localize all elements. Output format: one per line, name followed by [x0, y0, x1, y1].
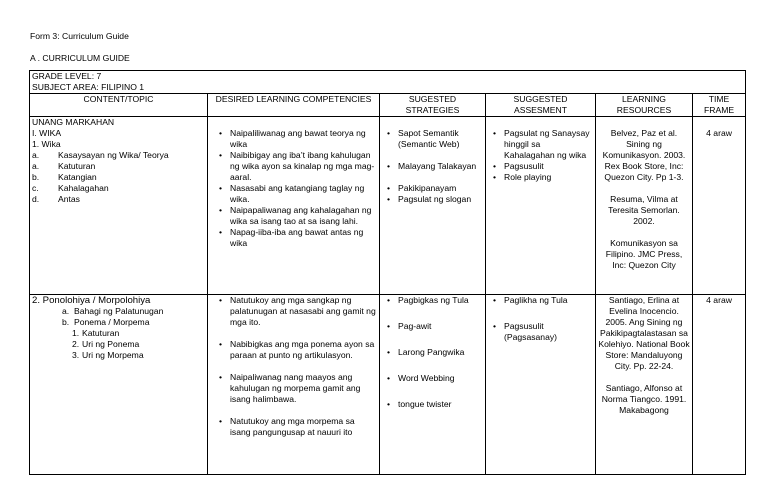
col-header-content: CONTENT/TOPIC — [30, 94, 208, 117]
competencies-cell — [208, 294, 380, 474]
assessment-cell — [486, 294, 596, 474]
content-heading: I. WIKA — [32, 128, 62, 138]
col-header-time: TIME FRAME — [693, 94, 746, 117]
time-cell: 4 araw — [693, 294, 746, 474]
list-item: • Pag-awit — [382, 321, 483, 332]
list-item: • Pakikipanayam — [382, 183, 483, 194]
list-item: 1. Katuturan — [72, 327, 120, 338]
strategies-cell — [380, 294, 486, 474]
list-item: • Word Webbing — [382, 373, 483, 384]
header-row — [30, 94, 746, 117]
list-item: • Naibibigay ang iba’t ibang kahulugan ng wika ayon sa kinalap ng mga mag-aaral. — [214, 150, 377, 183]
list-item: d. Antas — [32, 194, 80, 204]
list-item: • Naipapaliwanag ang kahalagahan ng wika sa isang tao at sa isang lahi. — [214, 205, 377, 227]
list-item: • Role playing — [488, 172, 593, 183]
table-row — [30, 128, 746, 294]
resources-cell — [596, 294, 693, 474]
resources-cell — [596, 128, 693, 294]
list-item: • Napag-iiba-iba ang bawat antas ng wika — [214, 227, 377, 249]
col-header-assessment: SUGGESTED ASSESMENT — [486, 94, 596, 117]
competencies-cell — [208, 128, 380, 294]
col-header-strategies: SUGESTED STRATEGIES — [380, 94, 486, 117]
list-item: b. Ponema / Morpema — [62, 316, 150, 327]
strategies-cell — [380, 128, 486, 294]
col-header-competencies: DESIRED LEARNING COMPETENCIES — [208, 94, 380, 117]
list-item: • Pagsusulit — [488, 161, 593, 172]
curriculum-table — [29, 70, 746, 475]
list-item: • Naipaliliwanag ang bawat teorya ng wika — [214, 128, 377, 150]
resource-entry: Santiago, Erlina at Evelina Inocencio. 2005. Ang Sining ng Pakikipagtalastasan sa Kolehiyo. National Book Store: Mandaluyong City. Pp. 22-24. — [598, 294, 690, 371]
meta-row — [30, 71, 746, 94]
resource-entry: Belvez, Paz et al. Sining ng Komunikasyon. 2003. Rex Book Store, Inc: Quezon City. Pp 1-3. — [602, 128, 686, 182]
list-item: • Larong Pangwika — [382, 347, 483, 358]
form-title: Form 3: Curriculum Guide — [30, 31, 129, 41]
list-item: • Pagsusulit (Pagsasanay) — [488, 321, 564, 343]
list-item: • Natutukoy ang mga morpema sa isang pangungusap at nauuri ito — [214, 416, 377, 438]
list-item: b. Katangian — [32, 172, 97, 182]
list-item: • Malayang Talakayan — [382, 161, 483, 172]
quarter-row — [30, 117, 746, 129]
list-item: a. Bahagi ng Palatunugan — [62, 305, 164, 316]
list-item: • Pagsulat ng slogan — [382, 194, 483, 205]
time-cell: 4 araw — [693, 128, 746, 294]
list-item: 2. Uri ng Ponema — [72, 338, 140, 349]
subject-area: SUBJECT AREA: FILIPINO 1 — [32, 82, 145, 92]
content-cell — [30, 294, 208, 474]
list-item: • Pagbigkas ng Tula — [382, 295, 483, 306]
col-header-resources: LEARNING RESOURCES — [596, 94, 693, 117]
assessment-cell — [486, 128, 596, 294]
quarter-label: UNANG MARKAHAN — [30, 117, 208, 129]
content-heading: 2. Ponolohiya / Morpolohiya — [32, 294, 151, 306]
list-item: 3. Uri ng Morpema — [72, 349, 144, 360]
grade-level: GRADE LEVEL: 7 — [32, 71, 102, 81]
content-cell — [30, 128, 208, 294]
list-item: • Sapot Semantik (Semantic Web) — [382, 128, 483, 150]
list-item: • Natutukoy ang mga sangkap ng palatunugan at nasasabi ang gamit ng mga ito. — [214, 295, 377, 328]
list-item: • Naipaliwanag nang maayos ang kahulugan ng morpema gamit ang isang halimbawa. — [214, 372, 377, 405]
list-item: • Nasasabi ang katangiang taglay ng wika. — [214, 183, 377, 205]
list-item: a. Katuturan — [32, 161, 96, 171]
list-item: c. Kahalagahan — [32, 183, 109, 193]
table-row — [30, 294, 746, 474]
content-subheading: 1. Wika — [32, 139, 61, 149]
list-item: a. Kasaysayan ng Wika/ Teorya — [32, 150, 169, 160]
resource-entry: Komunikasyon sa Filipino. JMC Press, Inc: Quezon City — [605, 238, 683, 270]
list-item: • tongue twister — [382, 399, 483, 410]
list-item: • Nabibigkas ang mga ponema ayon sa paraan at punto ng artikulasyon. — [214, 339, 377, 361]
list-item: • Pagsulat ng Sanaysay hinggil sa Kahalagahan ng wika — [488, 128, 593, 161]
resource-entry: Santiago, Alfonso at Norma Tiangco. 1991. Makabagong — [601, 382, 687, 415]
list-item: • Paglikha ng Tula — [488, 295, 593, 306]
guide-title: A . CURRICULUM GUIDE — [30, 53, 130, 63]
resource-entry: Resuma, Vilma at Teresita Semorlan. 2002. — [608, 194, 680, 226]
